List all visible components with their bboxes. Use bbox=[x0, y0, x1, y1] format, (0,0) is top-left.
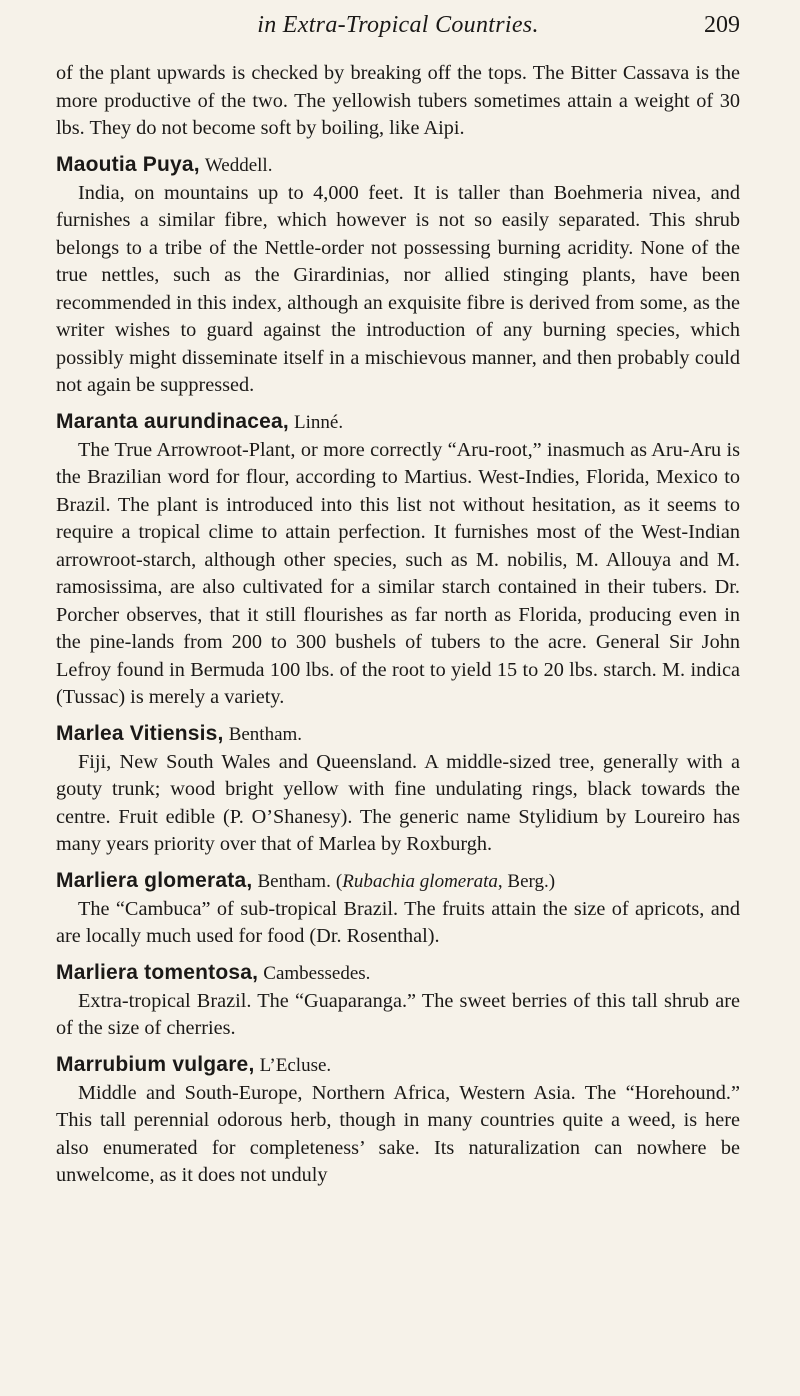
page-number: 209 bbox=[704, 12, 740, 38]
taxon-name: Marliera glomerata, bbox=[56, 868, 253, 892]
entry-description: The True Arrowroot-Plant, or more correctly “Aru-root,” inasmuch as Aru-Aru is the Brazilian word for flour, according to Martius. West-Indies, Florida, Mexico to Brazil. The plant is introduced into this list not without hesitation, as it seems to require a tropical clime to attain perfection. It furnishes most of the West-Indian arrowroot-starch, although other species, such as M. nobilis, M. Allouya and M. ramosissima, are also cultivated for a similar starch contained in their tubers. Dr. Porcher observes, that it still flourishes as far north as Florida, producing even in the pine-lands from 200 to 300 bushels of tubers to the acre. General Sir John Lefroy found in Bermuda 100 lbs. of the root to yield 15 to 20 lbs. starch. M. indica (Tussac) is merely a variety. bbox=[56, 438, 740, 708]
running-head bbox=[56, 12, 740, 48]
taxon-name: Maoutia Puya, bbox=[56, 152, 200, 176]
taxon-author: Bentham. bbox=[257, 870, 331, 892]
taxon-name: Marliera tomentosa, bbox=[56, 960, 259, 984]
taxon-author: Linné. bbox=[294, 411, 344, 433]
entry-heading bbox=[56, 1051, 740, 1080]
entry-marliera-glomerata bbox=[56, 867, 740, 951]
taxon-author: L’Ecluse. bbox=[259, 1054, 332, 1076]
taxon-name: Maranta aurundinacea, bbox=[56, 409, 289, 433]
continuation-paragraph: of the plant upwards is checked by breaking off the tops. The Bitter Cassava is the more productive of the two. The yellowish tubers sometimes attain a weight of 30 lbs. They do not become soft by boiling, like Aipi. bbox=[56, 62, 740, 139]
entry-heading bbox=[56, 720, 740, 749]
entry-heading bbox=[56, 408, 740, 437]
taxon-name: Marlea Vitiensis, bbox=[56, 721, 224, 745]
body-text bbox=[56, 60, 740, 1190]
taxon-author: Weddell. bbox=[204, 154, 273, 176]
entry-marrubium-vulgare bbox=[56, 1051, 740, 1190]
entry-marliera-tomentosa bbox=[56, 959, 740, 1043]
running-title: in Extra-Tropical Countries. bbox=[257, 12, 539, 38]
synonym-name: Rubachia glomerata bbox=[342, 870, 498, 892]
entry-heading bbox=[56, 959, 740, 988]
taxon-author: Cambessedes. bbox=[263, 962, 371, 984]
taxon-synonym bbox=[336, 871, 555, 892]
entry-heading bbox=[56, 867, 740, 896]
taxon-name: Marrubium vulgare, bbox=[56, 1052, 255, 1076]
entry-heading bbox=[56, 151, 740, 180]
entry-marlea-vitiensis bbox=[56, 720, 740, 859]
synonym-close: , Berg.) bbox=[497, 870, 556, 892]
synonym-open: ( bbox=[335, 870, 343, 892]
entry-maranta-aurundinacea bbox=[56, 408, 740, 712]
entry-description: Middle and South-Europe, Northern Africa, Western Asia. The “Horehound.” This tall perennial odorous herb, though in many countries quite a weed, is here also enumerated for completeness’ sake. Its naturalization can nowhere be unwelcome, as it does not unduly bbox=[56, 1081, 740, 1186]
entry-maoutia-puya bbox=[56, 151, 740, 400]
entry-description: India, on mountains up to 4,000 feet. It is taller than Boehmeria nivea, and furnishes a similar fibre, which however is not so easily separated. This shrub belongs to a tribe of the Nettle-order not possessing burning acridity. None of the true nettles, such as the Girardinias, nor allied stinging plants, have been recommended in this index, although an exquisite fibre is derived from some, as the writer wishes to guard against the introduction of any burning species, which possibly might disseminate itself in a mischievous manner, and then probably could not again be suppressed. bbox=[56, 181, 740, 396]
taxon-author: Bentham. bbox=[228, 723, 303, 745]
entry-description: The “Cambuca” of sub-tropical Brazil. The fruits attain the size of apricots, and are locally much used for food (Dr. Rosenthal). bbox=[56, 897, 740, 947]
entry-description: Fiji, New South Wales and Queensland. A middle-sized tree, generally with a gouty trunk; wood bright yellow with fine undulating rings, black towards the centre. Fruit edible (P. O’Shanesy). The generic name Stylidium by Loureiro has many years priority over that of Marlea by Roxburgh. bbox=[56, 750, 740, 855]
entry-description: Extra-tropical Brazil. The “Guaparanga.” The sweet berries of this tall shrub are of the size of cherries. bbox=[56, 989, 740, 1039]
